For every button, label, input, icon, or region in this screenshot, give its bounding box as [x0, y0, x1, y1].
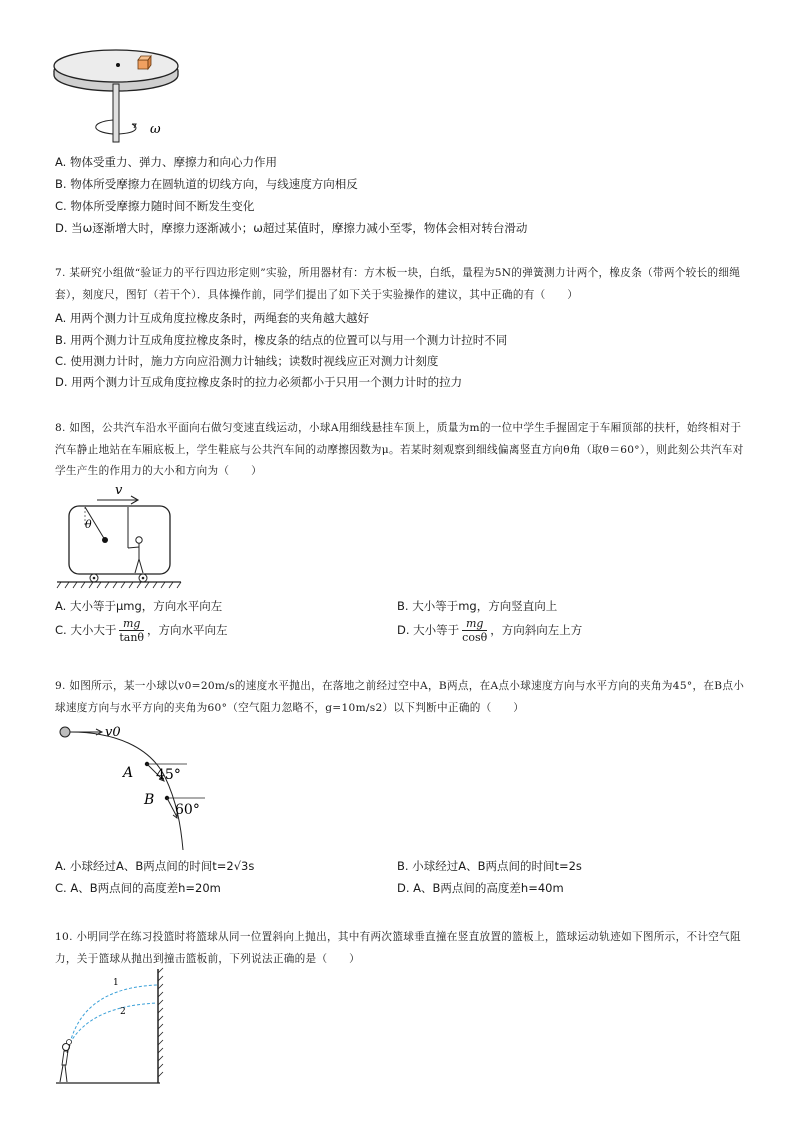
q8-option-c-suffix: ，方向水平向左	[147, 623, 228, 637]
q8-option-b: B. 大小等于mg，方向竖直向上	[397, 599, 558, 613]
option-top-b: B. 物体所受摩擦力在圆轨道的切线方向，与线速度方向相反	[55, 177, 358, 191]
block-on-disk	[138, 56, 151, 69]
question-10-stem: 10. 小明同学在练习投篮时将篮球从同一位置斜向上抛出，其中有两次篮球垂直撞在竖直放置的篮板上，篮球运动轨迹如下图所示，不计空气阻力，关于篮球从抛出到撞击篮板前，下列说法正确的是（ ）	[55, 931, 741, 965]
q8-option-a: A. 大小等于μmg，方向水平向左	[55, 599, 223, 613]
q8-option-d-numerator: mg	[462, 617, 487, 631]
option-top-a: A. 物体受重力、弹力、摩擦力和向心力作用	[55, 155, 277, 169]
question-8-stem: 8. 如图，公共汽车沿水平面向右做匀变速直线运动，小球A用细线悬挂车顶上，质量为m的一位中学生手握固定于车厢顶部的扶杆，始终相对于汽车静止地站在车厢底板上，学生鞋底与公共汽车间的动摩擦因数为μ。若某时刻观察到细线偏离竖直方向θ角（取θ＝60°），则此刻公共汽车对学生产生的作用力的大小和方向为（ ）	[55, 422, 744, 477]
trajectory-2-label: 2	[120, 1007, 126, 1017]
velocity-label: v	[115, 483, 123, 498]
trajectory-2	[70, 1003, 157, 1043]
basketball-figure	[50, 965, 175, 1090]
q8-option-c-fraction	[119, 617, 144, 644]
q7-option-b: B. 用两个测力计互成角度拉橡皮条时，橡皮条的结点的位置可以与用一个测力计拉时不同	[55, 333, 508, 347]
backboard	[158, 968, 163, 1083]
q8-option-c-denominator: tanθ	[119, 631, 145, 644]
question-7-stem: 7. 某研究小组做“验证力的平行四边形定则”实验，所用器材有：方木板一块，白纸，量程为5N的弹簧测力计两个，橡皮条（带两个较长的细绳套），刻度尺，图钉（若干个）．具体操作前，同学们提出了如下关于实验操作的建议，其中正确的有（ ）	[55, 267, 741, 301]
angle-60-label: 60°	[175, 802, 200, 818]
q8-option-d-fraction	[462, 617, 487, 644]
q8-option-c-prefix: C. 大小大于	[55, 623, 117, 637]
bus-body	[69, 506, 170, 574]
q8-option-c-numerator: mg	[119, 617, 144, 631]
q7-option-c: C. 使用测力计时，施力方向应沿测力计轴线；读数时视线应正对测力计刻度	[55, 354, 439, 368]
v0-label: v0	[105, 725, 121, 740]
option-top-c: C. 物体所受摩擦力随时间不断发生变化	[55, 199, 255, 213]
q8-option-d-suffix: ，方向斜向左上方	[490, 623, 583, 637]
question-9-stem: 9. 如图所示，某一小球以v0=20m/s的速度水平抛出，在落地之前经过空中A，B两点，在A点小球速度方向与水平方向的夹角为45°，在B点小球速度方向与水平方向的夹角为60°（空气阻力忽略不，g=10m/s2）以下判断中正确的（ ）	[55, 680, 745, 714]
q7-option-a: A. 用两个测力计互成角度拉橡皮条时，两绳套的夹角越大越好	[55, 311, 369, 325]
bus-figure	[55, 480, 185, 590]
ground-line	[57, 582, 181, 588]
turntable-figure	[50, 38, 180, 148]
projectile-figure	[55, 722, 215, 852]
bus-wheels	[90, 574, 147, 582]
ball	[60, 727, 70, 737]
trajectory-1	[70, 985, 157, 1043]
q9-option-b: B. 小球经过A、B两点间的时间t=2s	[397, 859, 582, 873]
q9-option-d: D. A、B两点间的高度差h=40m	[397, 881, 564, 895]
q8-option-d-prefix: D. 大小等于	[397, 623, 460, 637]
theta-label: θ	[85, 518, 92, 531]
q9-option-a: A. 小球经过A、B两点间的时间t=2√3s	[55, 859, 255, 873]
q9-option-c: C. A、B两点间的高度差h=20m	[55, 881, 221, 895]
disk-center-dot	[116, 63, 120, 67]
q7-option-d: D. 用两个测力计互成角度拉橡皮条时的拉力必须都小于只用一个测力计时的拉力	[55, 375, 463, 389]
q8-option-d-denominator: cosθ	[462, 631, 488, 644]
trajectory-1-label: 1	[113, 978, 119, 988]
angle-45-label: 45°	[156, 767, 181, 783]
option-top-d: D. 当ω逐渐增大时，摩擦力逐渐减小；ω超过某值时，摩擦力减小至零，物体会相对转台滑动	[55, 221, 528, 235]
trajectory-curve	[70, 732, 183, 850]
omega-label: ω	[150, 122, 161, 137]
turntable-shaft	[113, 84, 119, 142]
point-b-label: B	[144, 792, 155, 808]
player-figure	[60, 1040, 72, 1083]
q8-option-c	[55, 614, 228, 646]
point-a-label: A	[123, 765, 134, 781]
q8-option-d	[397, 614, 582, 646]
